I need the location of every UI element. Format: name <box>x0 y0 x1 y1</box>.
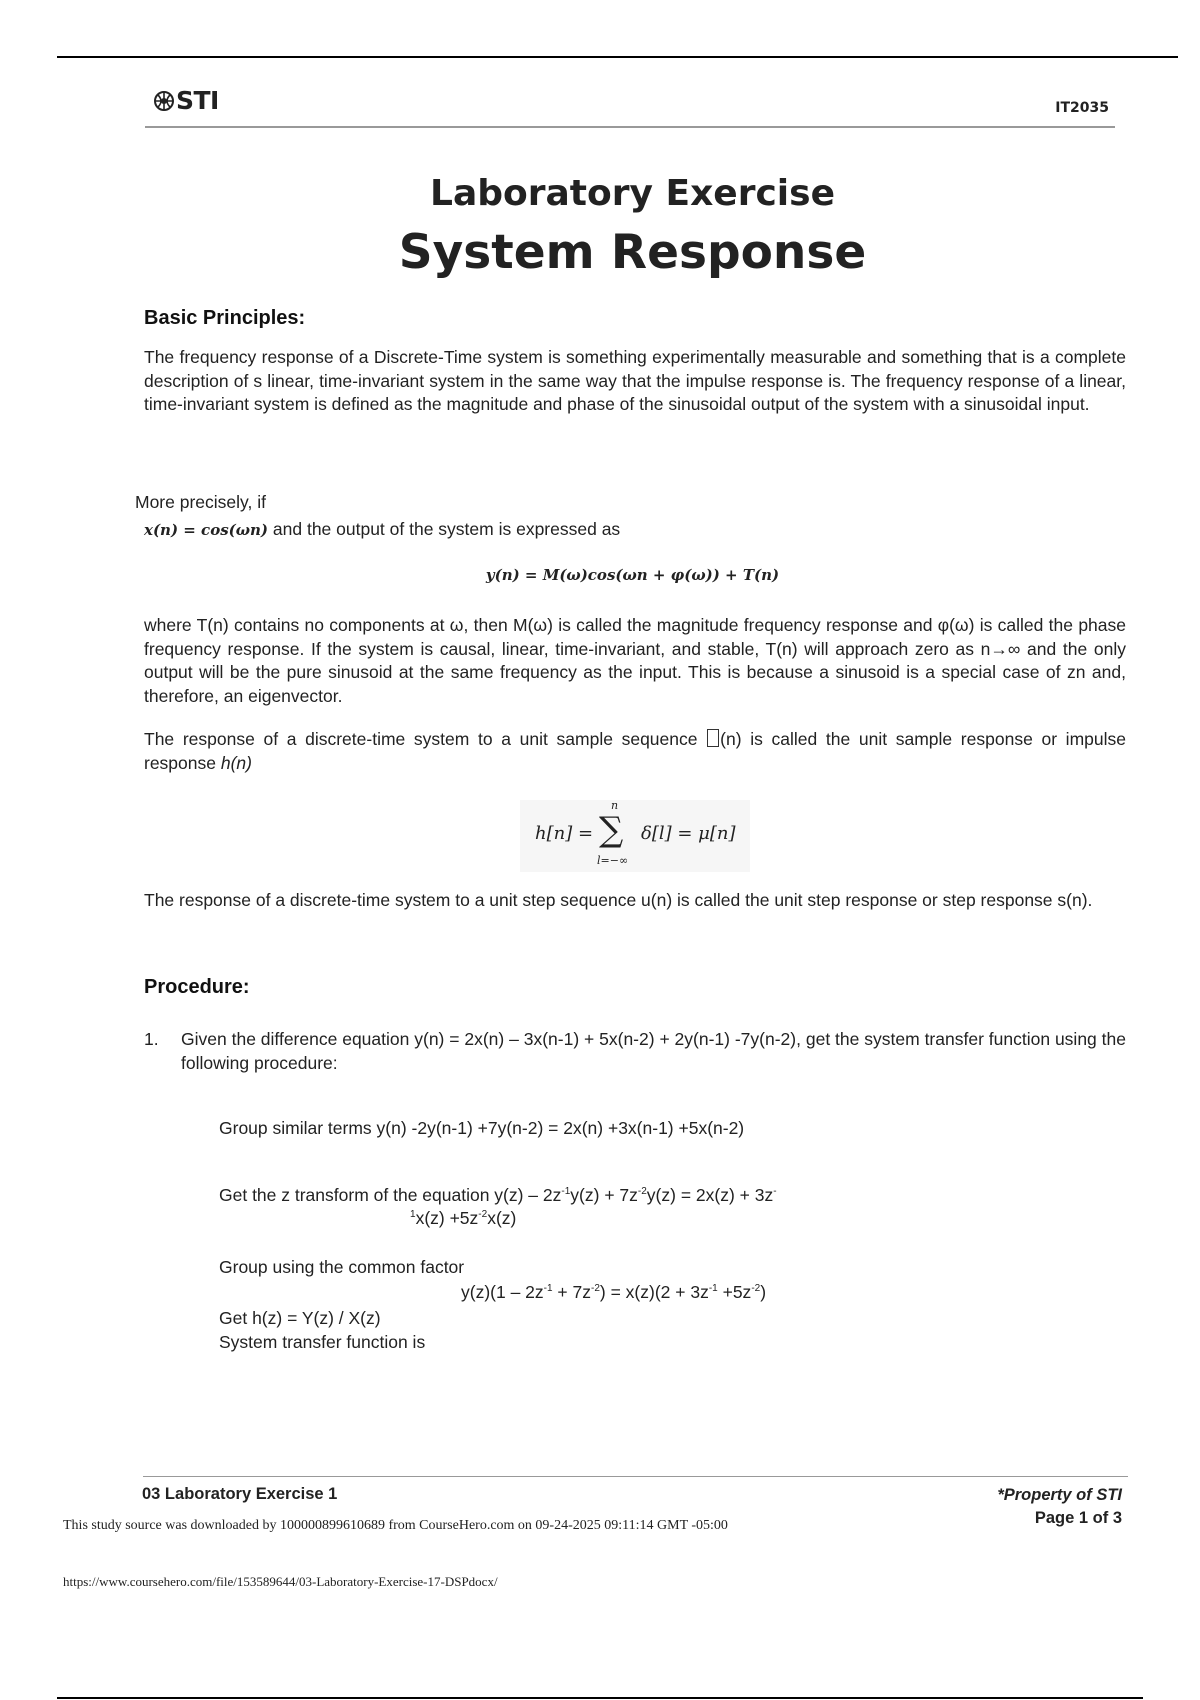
impulse-paragraph <box>144 728 1126 775</box>
summation-equation-box <box>520 800 750 872</box>
common-factor-equation <box>461 1281 766 1304</box>
step-get-hz: Get h(z) = Y(z) / X(z) <box>219 1308 381 1328</box>
cf-part-e: ) <box>760 1282 767 1302</box>
z-exp-2: -2 <box>637 1186 647 1197</box>
sum-upper: n <box>611 799 619 812</box>
more-precisely-text: More precisely, if <box>135 492 266 512</box>
z-part-d: x(z) +5z <box>415 1208 479 1228</box>
source-url[interactable]: https://www.coursehero.com/file/153589644/03-Laboratory-Exercise-17-DSPdocx/ <box>63 1574 498 1589</box>
z-part-e: x(z) <box>487 1208 517 1228</box>
doc-title: Laboratory Exercise <box>430 173 835 214</box>
step-paragraph: The response of a discrete-time system to a unit step sequence u(n) is called the unit step response or step response s(n). <box>144 890 1093 910</box>
header-divider <box>145 126 1115 128</box>
step-group-terms: Group similar terms y(n) -2y(n-1) +7y(n-2) = 2x(n) +3x(n-1) +5x(n-2) <box>219 1118 745 1138</box>
cf-exp-4: -2 <box>751 1283 761 1294</box>
where-paragraph: where T(n) contains no components at ω, then M(ω) is called the magnitude frequency response and φ(ω) is called the phase frequency response. If the system is causal, linear, time-invariant, and stable, T(n) will approach zero as n→∞ and the only output will be the pure sinusoid at the same frequency as the input. This is because a sinusoid is a special case of zn and, therefore, an eigenvector. <box>144 615 1126 706</box>
cf-exp-2: -2 <box>591 1283 600 1294</box>
item-number: 1. <box>144 1029 159 1049</box>
z-exp-5: -2 <box>478 1209 488 1220</box>
download-note: This study source was downloaded by 100000899610689 from CourseHero.com on 09-24-2025 09:11:14 GMT -05:00 <box>63 1518 728 1533</box>
step-z-transform-cont <box>410 1207 516 1230</box>
input-expression: x(n) = cos(ωn) <box>144 521 269 539</box>
step-common-factor: Group using the common factor <box>219 1257 465 1277</box>
z-part-a: Get the z transform of the equation y(z) – 2z <box>219 1185 562 1205</box>
input-line <box>144 518 620 542</box>
output-equation: y(n) = M(ω)cos(ωn + φ(ω)) + T(n) <box>485 566 780 584</box>
input-tail: and the output of the system is expressed as <box>268 519 621 539</box>
globe-icon <box>153 90 175 112</box>
sum-rhs: δ[l] = μ[n] <box>641 823 736 844</box>
basic-principles-heading: Basic Principles: <box>144 307 306 329</box>
z-exp-4: 1 <box>410 1209 416 1220</box>
impulse-text-b: (n) is called the unit sample response or impulse response <box>144 729 1126 773</box>
page-number: Page 1 of 3 <box>1034 1509 1122 1527</box>
z-exp-3: - <box>773 1186 777 1197</box>
z-part-c: y(z) = 2x(z) + 3z <box>646 1185 774 1205</box>
z-part-b: y(z) + 7z <box>570 1185 638 1205</box>
cf-part-b: + 7z <box>552 1282 591 1302</box>
impulse-text-c: h(n) <box>220 752 252 773</box>
footer-right <box>997 1484 1122 1530</box>
sigma-icon: ∑ <box>599 810 624 850</box>
top-border <box>57 56 1178 58</box>
missing-glyph-icon <box>707 729 719 747</box>
course-code: IT2035 <box>1055 100 1109 116</box>
step-z-transform <box>219 1184 777 1207</box>
bottom-border <box>57 1697 1143 1699</box>
logo-text: STI <box>176 86 219 115</box>
impulse-text-a: The response of a discrete-time system to a unit sample sequence <box>144 729 707 749</box>
cf-exp-1: -1 <box>543 1283 553 1294</box>
cf-exp-3: -1 <box>708 1283 718 1294</box>
step-transfer-function: System transfer function is <box>219 1332 426 1352</box>
doc-subtitle: System Response <box>398 225 867 280</box>
intro-paragraph: The frequency response of a Discrete-Time system is something experimentally measurable and something that is a complete description of s linear, time-invariant system in the same way that the impulse response is. The frequency response of a linear, time-invariant system is defined as the magnitude and phase of the sinusoidal output of the system with a sinusoidal input. <box>144 347 1126 414</box>
cf-part-c: ) = x(z)(2 + 3z <box>599 1282 709 1302</box>
property-text: *Property of STI <box>997 1486 1122 1504</box>
cf-part-a: y(z)(1 – 2z <box>461 1282 544 1302</box>
footer-left: 03 Laboratory Exercise 1 <box>142 1485 338 1503</box>
sum-lower: l=−∞ <box>597 854 629 867</box>
footer-divider <box>143 1476 1128 1477</box>
cf-part-d: +5z <box>717 1282 752 1302</box>
sti-logo <box>153 86 219 115</box>
sum-lhs: h[n] = <box>535 823 594 844</box>
item-text: Given the difference equation y(n) = 2x(n) – 3x(n-1) + 5x(n-2) + 2y(n-1) -7y(n-2), get the system transfer function using the following procedure: <box>181 1029 1126 1073</box>
z-exp-1: -1 <box>561 1186 571 1197</box>
procedure-heading: Procedure: <box>144 976 250 998</box>
